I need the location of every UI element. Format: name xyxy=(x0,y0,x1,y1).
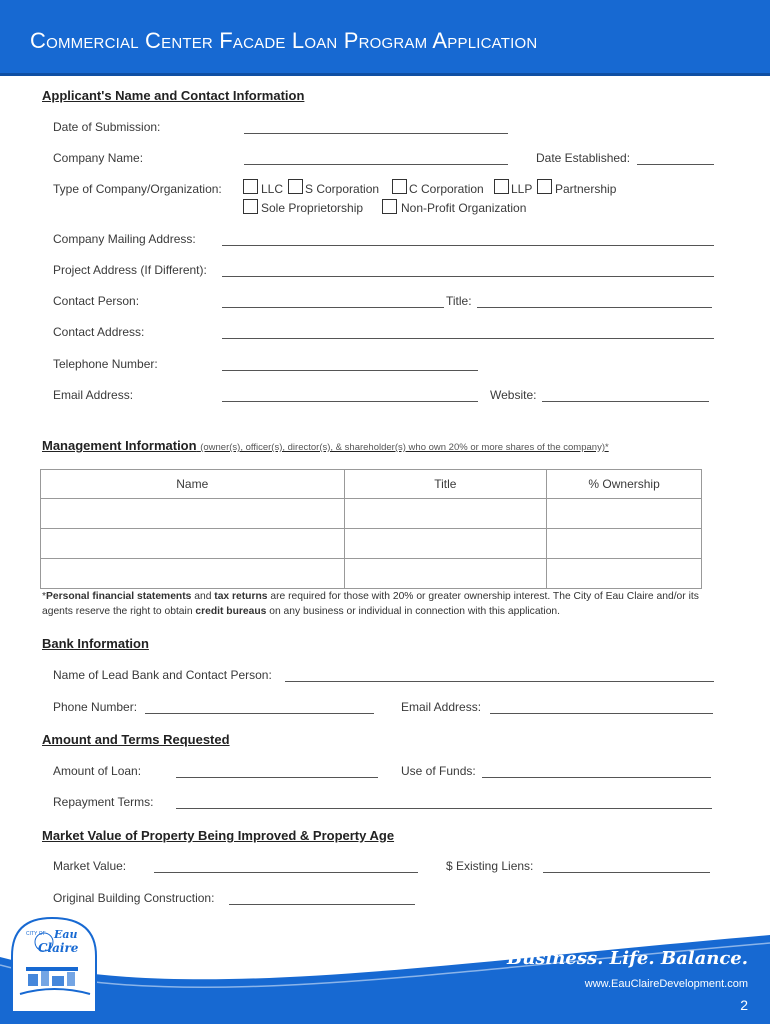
existing-liens-label: $ Existing Liens: xyxy=(446,859,534,873)
construction-line xyxy=(229,904,415,905)
table-row xyxy=(41,559,702,589)
table-cell-ownership[interactable] xyxy=(547,559,702,589)
non-profit-label: Non-Profit Organization xyxy=(401,201,527,215)
date-established-field[interactable] xyxy=(638,149,713,163)
header-banner xyxy=(0,0,770,76)
llc-checkbox[interactable] xyxy=(243,179,258,194)
table-cell-title[interactable] xyxy=(344,529,547,559)
company-type-label: Type of Company/Organization: xyxy=(53,182,222,196)
footnote: *Personal financial statements and tax returns are required for those with 20% or greater ownership interest. The City of Eau Claire and/or its agents reserve the right to obtain credit bureaus on any business or individual in connection with this application. xyxy=(42,591,699,617)
loan-amount-field[interactable] xyxy=(178,762,376,776)
sole-proprietorship-checkbox[interactable] xyxy=(243,199,258,214)
table-cell-title[interactable] xyxy=(344,499,547,529)
page-number: 2 xyxy=(740,997,748,1013)
lead-bank-field[interactable] xyxy=(287,666,712,680)
bank-phone-field[interactable] xyxy=(147,698,372,712)
amount-heading: Amount and Terms Requested xyxy=(42,732,230,747)
llp-label: LLP xyxy=(511,182,533,196)
logo-eau: Eau xyxy=(54,928,78,941)
contact-person-field[interactable] xyxy=(224,292,442,306)
email-label: Email Address: xyxy=(53,388,134,402)
table-cell-name[interactable] xyxy=(41,559,345,589)
project-address-label: Project Address (If Different): xyxy=(53,263,207,277)
market-heading: Market Value of Property Being Improved & Property Age xyxy=(42,828,395,843)
existing-liens-line xyxy=(543,872,710,873)
column-header-title: Title xyxy=(344,470,547,499)
management-heading: Management Information (owner(s), officer(s), director(s), & shareholder(s) who own 20% or more shares of the company)* xyxy=(42,438,609,453)
partnership-label: Partnership xyxy=(555,182,617,196)
mailing-address-field[interactable] xyxy=(224,230,712,244)
date-established-label: Date Established: xyxy=(536,151,631,165)
sole-proprietorship-label: Sole Proprietorship xyxy=(261,201,364,215)
column-header-ownership: % Ownership xyxy=(547,470,702,499)
c-corporation-label: C Corporation xyxy=(409,182,484,196)
company-name-line xyxy=(244,164,508,165)
management-table xyxy=(40,469,702,589)
table-row xyxy=(41,529,702,559)
repayment-line xyxy=(176,808,712,809)
date-submission-field[interactable] xyxy=(246,118,506,132)
s-corporation-label: S Corporation xyxy=(305,182,380,196)
s-corporation-checkbox[interactable] xyxy=(288,179,303,194)
table-row xyxy=(41,499,702,529)
bank-phone-line xyxy=(145,713,374,714)
loan-amount-label: Amount of Loan: xyxy=(53,764,142,778)
c-corporation-checkbox[interactable] xyxy=(392,179,407,194)
logo-city-of: CITY OF xyxy=(26,931,46,937)
market-value-line xyxy=(154,872,418,873)
market-value-label: Market Value: xyxy=(53,859,127,873)
mailing-address-label: Company Mailing Address: xyxy=(53,232,196,246)
title-label: Title: xyxy=(446,294,472,308)
telephone-field[interactable] xyxy=(224,355,476,369)
company-name-field[interactable] xyxy=(246,149,506,163)
website-label: Website: xyxy=(490,388,537,402)
date-submission-line xyxy=(244,133,508,134)
table-cell-name[interactable] xyxy=(41,499,345,529)
construction-label: Original Building Construction: xyxy=(53,891,215,905)
table-cell-name[interactable] xyxy=(41,529,345,559)
bank-heading: Bank Information xyxy=(42,636,149,651)
email-line xyxy=(222,401,478,402)
lead-bank-label: Name of Lead Bank and Contact Person: xyxy=(53,668,272,682)
telephone-line xyxy=(222,370,478,371)
bank-phone-label: Phone Number: xyxy=(53,700,138,714)
table-header-row xyxy=(41,470,702,499)
date-established-line xyxy=(637,164,714,165)
contact-address-label: Contact Address: xyxy=(53,325,145,339)
website-link[interactable]: www.EauClaireDevelopment.com xyxy=(584,978,748,990)
llp-checkbox[interactable] xyxy=(494,179,509,194)
bank-email-field[interactable] xyxy=(492,698,711,712)
lead-bank-line xyxy=(285,681,714,682)
llc-label: LLC xyxy=(261,182,284,196)
project-address-line xyxy=(222,276,714,277)
table-cell-title[interactable] xyxy=(344,559,547,589)
use-of-funds-line xyxy=(482,777,711,778)
tagline: Business. Life. Balance. xyxy=(507,948,748,969)
loan-amount-line xyxy=(176,777,378,778)
existing-liens-field[interactable] xyxy=(545,857,708,871)
website-line xyxy=(542,401,709,402)
title-field[interactable] xyxy=(479,292,710,306)
table-cell-ownership[interactable] xyxy=(547,529,702,559)
page-title: Commercial Center Facade Loan Program Application xyxy=(30,28,538,53)
company-name-label: Company Name: xyxy=(53,151,144,165)
bank-email-label: Email Address: xyxy=(401,700,482,714)
bank-email-line xyxy=(490,713,713,714)
use-of-funds-label: Use of Funds: xyxy=(401,764,476,778)
project-address-field[interactable] xyxy=(224,261,712,275)
title-line xyxy=(477,307,712,308)
use-of-funds-field[interactable] xyxy=(484,762,709,776)
email-field[interactable] xyxy=(224,386,476,400)
column-header-name: Name xyxy=(41,470,345,499)
repayment-label: Repayment Terms: xyxy=(53,795,154,809)
applicant-heading: Applicant's Name and Contact Information xyxy=(42,88,305,103)
contact-address-line xyxy=(222,338,714,339)
logo-claire: Claire xyxy=(38,941,79,955)
contact-person-label: Contact Person: xyxy=(53,294,140,308)
mailing-address-line xyxy=(222,245,714,246)
market-value-field[interactable] xyxy=(156,857,416,871)
table-cell-ownership[interactable] xyxy=(547,499,702,529)
contact-person-line xyxy=(222,307,444,308)
partnership-checkbox[interactable] xyxy=(537,179,552,194)
website-field[interactable] xyxy=(544,386,707,400)
eau-claire-logo xyxy=(0,912,110,1024)
date-submission-label: Date of Submission: xyxy=(53,120,161,134)
management-note: (owner(s), officer(s), director(s), & shareholder(s) who own 20% or more shares of the company)* xyxy=(200,442,609,453)
telephone-label: Telephone Number: xyxy=(53,357,158,371)
non-profit-checkbox[interactable] xyxy=(382,199,397,214)
construction-field[interactable] xyxy=(231,889,413,903)
repayment-field[interactable] xyxy=(178,793,710,807)
contact-address-field[interactable] xyxy=(224,323,712,337)
